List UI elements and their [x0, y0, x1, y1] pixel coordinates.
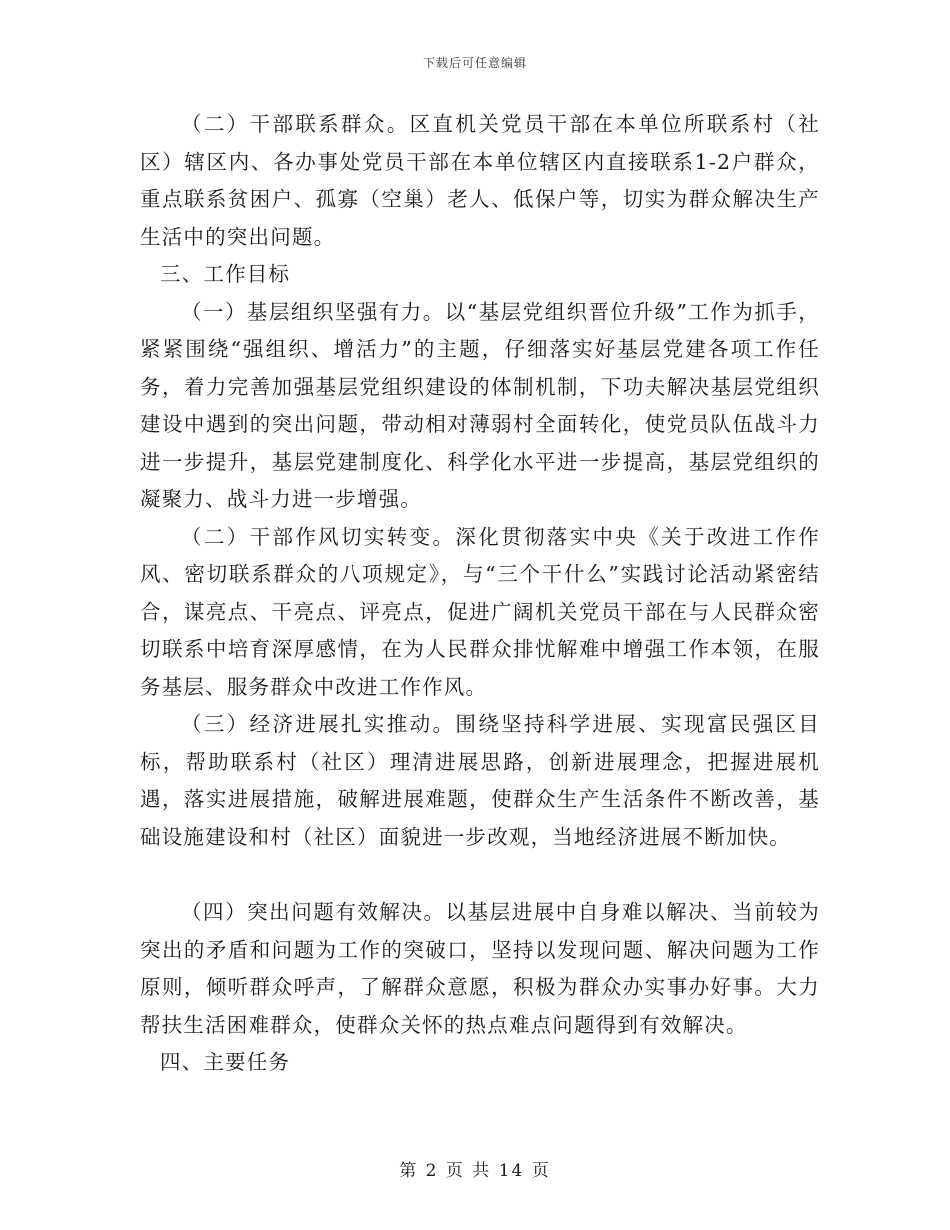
paragraph-grassroots-organization: （一）基层组织坚强有力。以“基层党组织晋位升级”工作为抓手，紧紧围绕“强组织、增活力”的主题，仔细落实好基层党建各项工作任务，着力完善加强基层党组织建设的体制机制，下功夫解决基层党组织建设中遇到的突出问题，带动相对薄弱村全面转化，使党员队伍战斗力进一步提升，基层党建制度化、科学化水平进一步提高，基层党组织的凝聚力、战斗力进一步增强。 — [140, 299, 820, 511]
page-number: 第 2 页 共 14 页 — [399, 1161, 551, 1181]
paragraph-cadre-contact: （二）干部联系群众。区直机关党员干部在本单位所联系村（社区）辖区内、各办事处党员干部在本单位辖区内直接联系1-2户群众，重点联系贫困户、孤寡（空巢）老人、低保户等，切实为群众解决生产生活中的突出问题。 — [140, 112, 820, 249]
document-body — [140, 106, 820, 1082]
paragraph-problem-solving: （四）突出问题有效解决。以基层进展中自身难以解决、当前较为突出的矛盾和问题为工作的突破口，坚持以发现问题、解决问题为工作原则，倾听群众呼声，了解群众意愿，积极为群众办实事办好事。大力帮扶生活困难群众，使群众关怀的热点难点问题得到有效解决。 — [140, 900, 820, 1037]
section-heading-goals: 三、工作目标 — [160, 262, 291, 286]
paragraph-gap — [140, 856, 820, 894]
section-heading-tasks: 四、主要任务 — [160, 1050, 291, 1074]
paragraph-cadre-style: （二）干部作风切实转变。深化贯彻落实中央《关于改进工作作风、密切联系群众的八项规定》，与“三个干什么”实践讨论活动紧密结合，谋亮点、干亮点、评亮点，促进广阔机关党员干部在与人民群众密切联系中培育深厚感情，在为人民群众排忧解难中增强工作本领，在服务基层、服务群众中改进工作作风。 — [140, 524, 820, 699]
paragraph-economic-progress: （三）经济进展扎实推动。围绕坚持科学进展、实现富民强区目标，帮助联系村（社区）理清进展思路，创新进展理念，把握进展机遇，落实进展措施，破解进展难题，使群众生产生活条件不断改善，基础设施建设和村（社区）面貌进一步改观，当地经济进展不断加快。 — [140, 712, 820, 849]
page-header: 下载后可任意编辑 — [422, 56, 527, 70]
